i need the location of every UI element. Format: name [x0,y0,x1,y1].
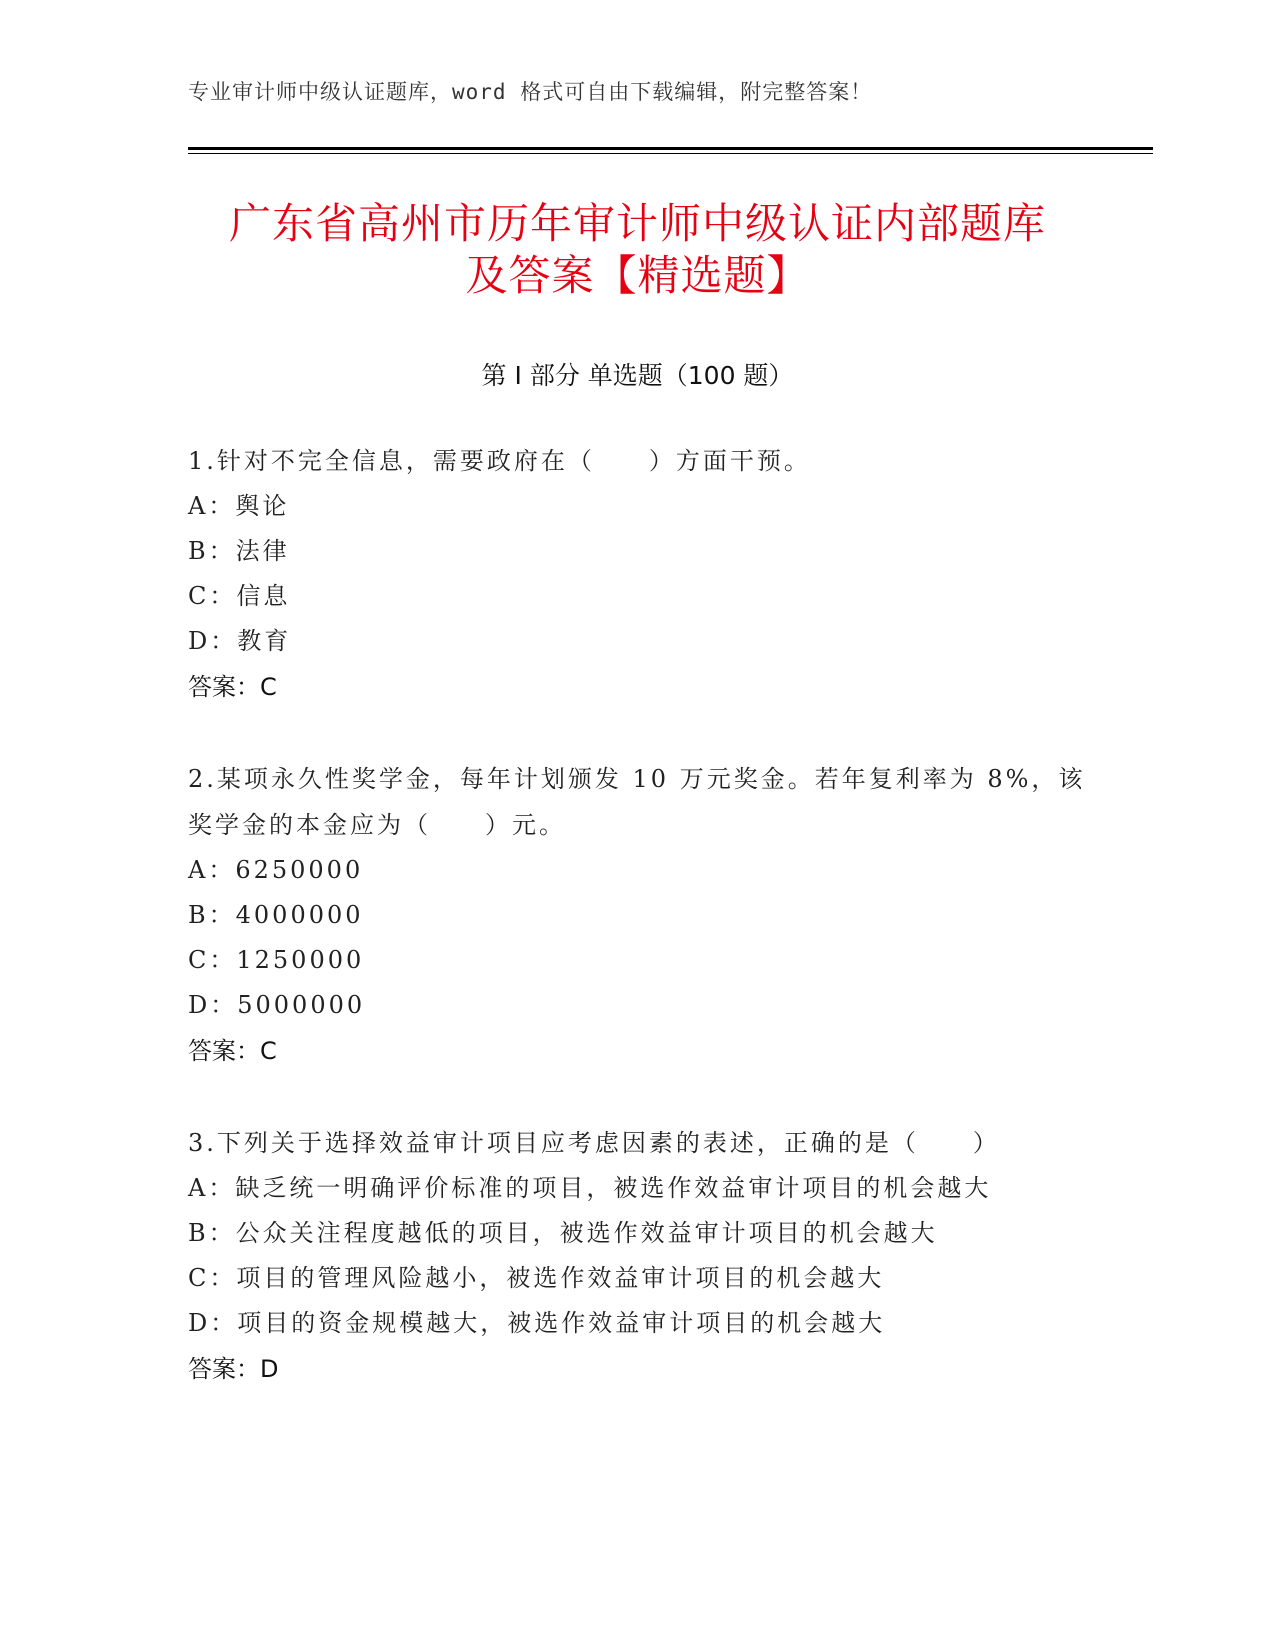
option-b: B：法律 [188,537,290,565]
header-divider-thin [188,153,1153,154]
question-stem: 2.某项永久性奖学金，每年计划颁发 10 万元奖金。若年复利率为 8%，该奖学金的本金应为（ ）元。 [188,765,1086,839]
option-a: A：舆论 [188,492,290,520]
question-2 [188,756,1088,1074]
question-stem: 1.针对不完全信息，需要政府在（ ）方面干预。 [188,447,811,475]
answer-line: 答案：C [188,673,277,701]
question-3 [188,1120,1088,1392]
option-c: C：信息 [188,582,291,610]
answer-line: 答案：D [188,1355,279,1383]
option-d: D：教育 [188,627,292,655]
question-stem: 3.下列关于选择效益审计项目应考虑因素的表述，正确的是（ ） [188,1129,1000,1157]
header-note: 专业审计师中级认证题库，word 格式可自由下载编辑，附完整答案！ [188,80,873,104]
option-a: A：6250000 [188,856,364,884]
option-d: D：项目的资金规模越大，被选作效益审计项目的机会越大 [188,1309,886,1337]
option-d: D：5000000 [188,991,366,1019]
section-heading: 第 I 部分 单选题（100 题） [481,361,794,390]
document-title-line-1: 广东省高州市历年审计师中级认证内部题库 [228,199,1046,248]
document-title-line-2: 及答案【精选题】 [465,251,810,300]
question-1 [188,438,1088,710]
option-a: A：缺乏统一明确评价标准的项目，被选作效益审计项目的机会越大 [188,1174,992,1202]
option-c: C：1250000 [188,946,365,974]
header-divider-thick [188,147,1153,150]
option-b: B：4000000 [188,901,364,929]
option-c: C：项目的管理风险越小，被选作效益审计项目的机会越大 [188,1264,885,1292]
option-b: B：公众关注程度越低的项目，被选作效益审计项目的机会越大 [188,1219,938,1247]
answer-line: 答案：C [188,1037,277,1065]
